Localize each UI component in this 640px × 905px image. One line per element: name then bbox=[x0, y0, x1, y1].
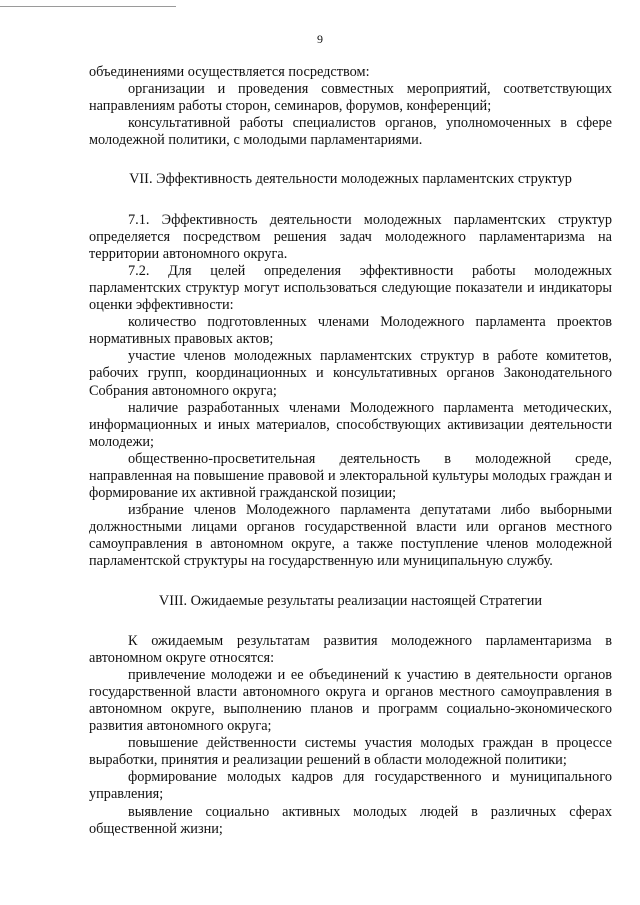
list-item: выявление социально активных молодых людей в различных сферах общественной жизни; bbox=[89, 803, 612, 837]
document-body bbox=[89, 64, 612, 838]
list-item: повышение действенности системы участия молодых граждан в процессе выработки, принятия и реализации решений в области молодежной политики; bbox=[89, 735, 612, 769]
list-item: участие членов молодежных парламентских структур в работе комитетов, рабочих групп, координационных и консультативных органов Законодательного Собрания автономного округа; bbox=[89, 348, 612, 399]
page-number: 9 bbox=[317, 32, 323, 46]
clause-7-1: 7.1. Эффективность деятельности молодежных парламентских структур определяется посредством решения задач молодежного парламентаризма на территории автономного округа. bbox=[89, 211, 612, 262]
paragraph-intro: К ожидаемым результатам развития молодежного парламентаризма в автономном округе относятся: bbox=[89, 632, 612, 666]
list-item: организации и проведения совместных мероприятий, соответствующих направлениям работы сторон, семинаров, форумов, конференций; bbox=[89, 81, 612, 115]
list-item: консультативной работы специалистов органов, уполномоченных в сфере молодежной политики, с молодыми парламентариями. bbox=[89, 115, 612, 149]
list-item: количество подготовленных членами Молодежного парламента проектов нормативных правовых актов; bbox=[89, 314, 612, 348]
paragraph-intro-continuation: объединениями осуществляется посредством: bbox=[89, 64, 370, 80]
section-heading-viii: VIII. Ожидаемые результаты реализации настоящей Стратегии bbox=[158, 592, 543, 609]
list-item: избрание членов Молодежного парламента депутатами либо выборными должностными лицами органов государственной власти или органов местного самоуправления в автономном округе, а также поступление членов молодежной парламентской структуры на государственную или муниципальную службу. bbox=[89, 502, 612, 570]
list-item: формирование молодых кадров для государственного и муниципального управления; bbox=[89, 769, 612, 803]
list-item: наличие разработанных членами Молодежного парламента методических, информационных и иных материалов, способствующих активизации деятельности молодежи; bbox=[89, 399, 612, 450]
list-item: общественно-просветительная деятельность в молодежной среде, направленная на повышение правовой и электоральной культуры молодых граждан и формирование их активной гражданской позиции; bbox=[89, 450, 612, 502]
section-heading-vii: VII. Эффективность деятельности молодежных парламентских структур bbox=[129, 171, 572, 188]
header-rule bbox=[0, 6, 176, 7]
list-item: привлечение молодежи и ее объединений к участию в деятельности органов государственной власти автономного округа и органов местного самоуправления в автономном округе, выполнению планов и программ социально-экономического развития автономного округа; bbox=[89, 666, 612, 735]
clause-7-2: 7.2. Для целей определения эффективности работы молодежных парламентских структур могут использоваться следующие показатели и индикаторы оценки эффективности: bbox=[89, 262, 612, 314]
